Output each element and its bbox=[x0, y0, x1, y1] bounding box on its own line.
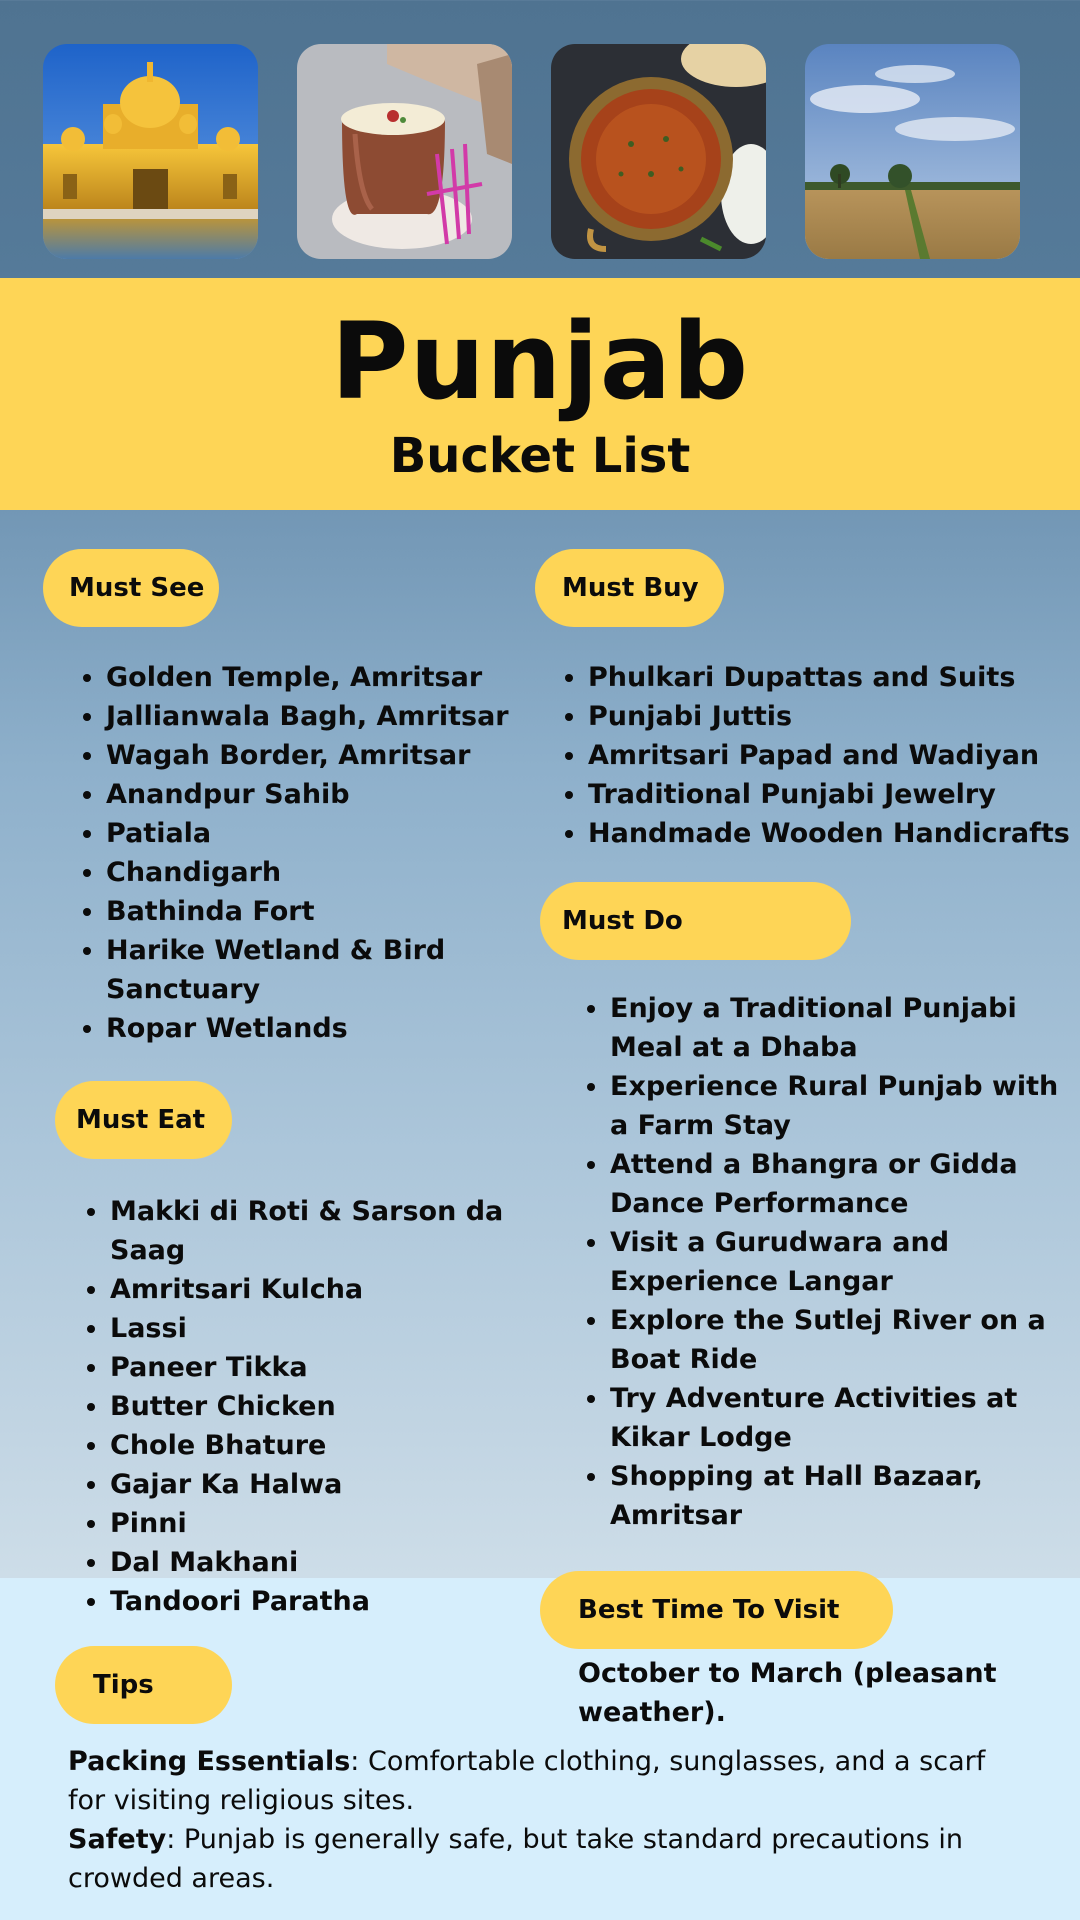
list-item: • Harike Wetland & Bird Sanctuary bbox=[106, 931, 526, 1009]
must-buy-list bbox=[554, 658, 1080, 853]
must-buy-pill bbox=[535, 549, 724, 627]
list-item: • Pinni bbox=[110, 1504, 520, 1543]
must-eat-label: Must Eat bbox=[76, 1105, 206, 1135]
list-item: • Jallianwala Bagh, Amritsar bbox=[106, 697, 526, 736]
packing-label: Packing Essentials bbox=[68, 1746, 351, 1777]
best-time-text: October to March (pleasant weather). bbox=[578, 1658, 997, 1728]
wheat-field-photo bbox=[805, 44, 1020, 259]
list-item: • Tandoori Paratha bbox=[110, 1582, 520, 1621]
packing-text: : Comfortable clothing, sunglasses, and a scarf for visiting religious sites. bbox=[68, 1746, 986, 1816]
page-title: Punjab bbox=[330, 300, 750, 423]
lassi-photo bbox=[297, 44, 512, 259]
best-time-label: Best Time To Visit bbox=[578, 1595, 840, 1625]
list-item: • Explore the Sutlej River on a Boat Ride bbox=[610, 1301, 1060, 1379]
must-eat-pill bbox=[55, 1081, 232, 1159]
list-item: • Handmade Wooden Handicrafts bbox=[588, 814, 1080, 853]
safety-tip bbox=[68, 1820, 1028, 1898]
must-eat-list bbox=[76, 1192, 520, 1621]
packing-tip bbox=[68, 1742, 1028, 1820]
page-subtitle: Bucket List bbox=[389, 428, 691, 484]
list-item: • Shopping at Hall Bazaar, Amritsar bbox=[610, 1457, 1060, 1535]
list-item: • Traditional Punjabi Jewelry bbox=[588, 775, 1080, 814]
must-see-pill bbox=[43, 549, 219, 627]
list-item: • Chole Bhature bbox=[110, 1426, 520, 1465]
golden-temple-photo bbox=[43, 44, 258, 259]
list-item: • Amritsari Papad and Wadiyan bbox=[588, 736, 1080, 775]
tips-pill bbox=[55, 1646, 232, 1724]
list-item: • Golden Temple, Amritsar bbox=[106, 658, 526, 697]
list-item: • Visit a Gurudwara and Experience Langar bbox=[610, 1223, 1060, 1301]
must-see-list bbox=[72, 658, 526, 1048]
list-item: • Lassi bbox=[110, 1309, 520, 1348]
list-item: • Punjabi Juttis bbox=[588, 697, 1080, 736]
list-item: • Attend a Bhangra or Gidda Dance Performance bbox=[610, 1145, 1060, 1223]
must-do-label: Must Do bbox=[562, 906, 683, 936]
list-item: • Makki di Roti & Sarson da Saag bbox=[110, 1192, 520, 1270]
list-item: • Anandpur Sahib bbox=[106, 775, 526, 814]
safety-text: : Punjab is generally safe, but take standard precautions in crowded areas. bbox=[68, 1824, 963, 1894]
tips-label: Tips bbox=[93, 1670, 154, 1700]
tips-text bbox=[68, 1742, 1028, 1898]
list-item: • Wagah Border, Amritsar bbox=[106, 736, 526, 775]
safety-label: Safety bbox=[68, 1824, 167, 1855]
must-do-list bbox=[576, 989, 1060, 1535]
list-item: • Phulkari Dupattas and Suits bbox=[588, 658, 1080, 697]
list-item: • Dal Makhani bbox=[110, 1543, 520, 1582]
list-item: • Gajar Ka Halwa bbox=[110, 1465, 520, 1504]
list-item: • Butter Chicken bbox=[110, 1387, 520, 1426]
must-buy-label: Must Buy bbox=[562, 573, 699, 603]
must-see-label: Must See bbox=[69, 573, 205, 603]
list-item: • Chandigarh bbox=[106, 853, 526, 892]
title-banner bbox=[0, 278, 1080, 510]
list-item: • Ropar Wetlands bbox=[106, 1009, 526, 1048]
best-time-pill bbox=[540, 1571, 893, 1649]
list-item: • Paneer Tikka bbox=[110, 1348, 520, 1387]
list-item: • Enjoy a Traditional Punjabi Meal at a Dhaba bbox=[610, 989, 1060, 1067]
must-do-pill bbox=[540, 882, 851, 960]
list-item: • Experience Rural Punjab with a Farm Stay bbox=[610, 1067, 1060, 1145]
dal-curry-photo bbox=[551, 44, 766, 259]
list-item: • Amritsari Kulcha bbox=[110, 1270, 520, 1309]
list-item: • Try Adventure Activities at Kikar Lodge bbox=[610, 1379, 1060, 1457]
list-item: • Bathinda Fort bbox=[106, 892, 526, 931]
list-item: • Patiala bbox=[106, 814, 526, 853]
